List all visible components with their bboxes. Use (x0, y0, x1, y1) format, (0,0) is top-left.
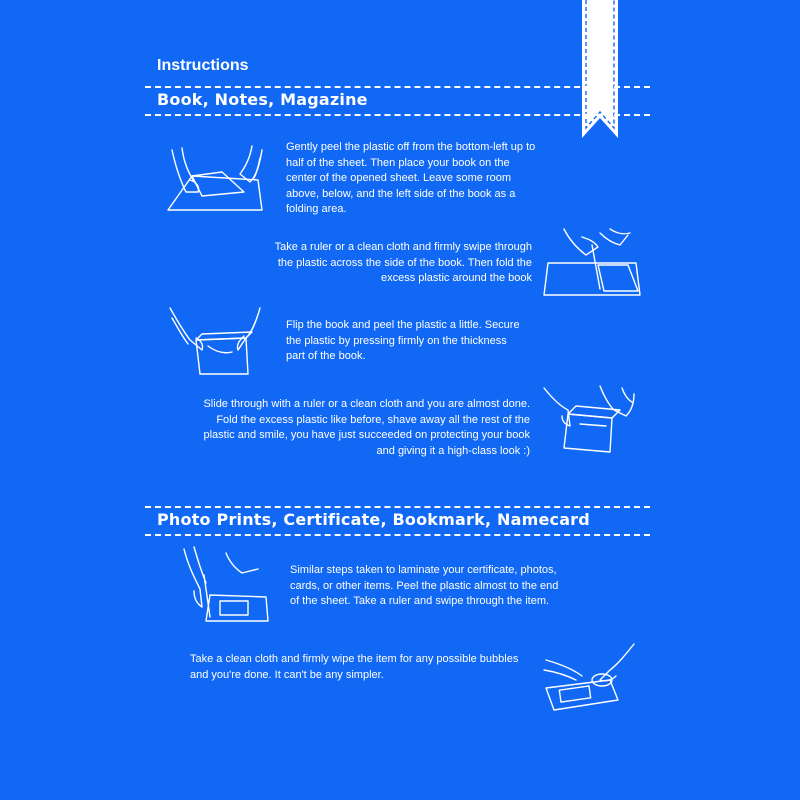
section-header-book (145, 86, 650, 116)
flip-book-illustration (166, 304, 266, 380)
fold-excess-illustration (540, 382, 640, 458)
ruler-swipe-illustration (540, 225, 645, 300)
ribbon-bookmark-icon (580, 0, 620, 145)
step-text: Flip the book and peel the plastic a little. Secure the plastic by pressing firmly on the thickness part of the book. (286, 319, 520, 362)
dashed-divider (145, 506, 650, 508)
step-text: Similar steps taken to laminate your certificate, photos, cards, or other items. Peel the plastic almost to the end of the sheet. Take a ruler and swipe through the item. (290, 564, 559, 607)
dashed-divider (145, 86, 650, 88)
peel-plastic-illustration (162, 140, 272, 220)
wipe-bubbles-illustration (540, 640, 640, 715)
section-header-photo (145, 506, 650, 536)
step-text: Gently peel the plastic off from the bottom-left up to half of the sheet. Then place your book on the center of the opened sheet. Leave some room above, below, and the left side of the book as a folding area. (286, 141, 536, 215)
section-heading: Book, Notes, Magazine (157, 90, 368, 109)
laminate-card-illustration (180, 545, 275, 625)
step-text: Take a ruler or a clean cloth and firmly swipe through the plastic across the side of the book. Then fold the excess plastic around the book (274, 241, 532, 284)
instructions-title: Instructions (157, 57, 249, 74)
dashed-divider (145, 114, 650, 116)
step-text: Take a clean cloth and firmly wipe the item for any possible bubbles and you're done. It can't be any simpler. (190, 653, 519, 681)
section-heading: Photo Prints, Certificate, Bookmark, Namecard (157, 510, 590, 529)
step-text: Slide through with a ruler or a clean cloth and you are almost done. Fold the excess plastic like before, shave away all the rest of the plastic and smile, you have just succeeded on protecting your book and giving it a high-class look :) (203, 398, 530, 457)
dashed-divider (145, 534, 650, 536)
